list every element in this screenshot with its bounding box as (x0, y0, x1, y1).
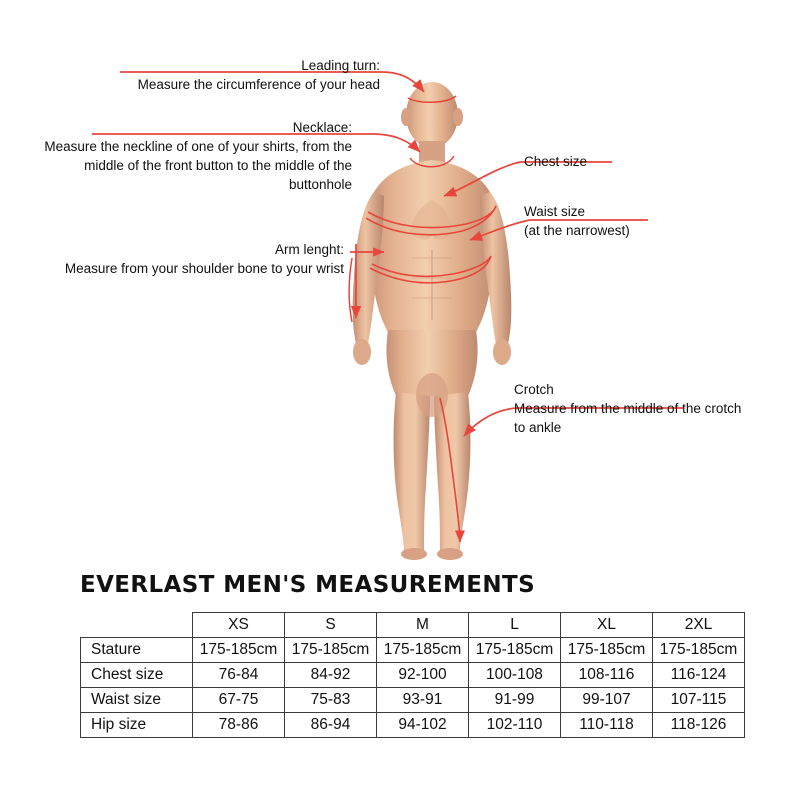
callout-waist-size-desc: (at the narrowest) (524, 223, 630, 239)
cell-waist-l: 91-99 (469, 688, 561, 713)
callout-crotch-title: Crotch (514, 382, 554, 397)
callout-leading-turn (60, 56, 380, 94)
callout-necklace-desc: Measure the neckline of one of your shirts, from the middle of the front button to the middle of the buttonhole (44, 139, 352, 193)
column-header-xs: XS (193, 613, 285, 638)
callout-leading-turn-desc: Measure the circumference of your head (137, 77, 380, 93)
row-label-stature: Stature (81, 638, 193, 663)
cell-waist-xs: 67-75 (193, 688, 285, 713)
cell-chest-2xl: 116-124 (653, 663, 745, 688)
cell-stature-m: 175-185cm (377, 638, 469, 663)
cell-chest-l: 100-108 (469, 663, 561, 688)
page-title: EVERLAST MEN'S MEASUREMENTS (80, 572, 536, 598)
cell-hip-xs: 78-86 (193, 713, 285, 738)
size-chart-table (80, 612, 745, 738)
table-row (81, 663, 745, 688)
cell-waist-s: 75-83 (285, 688, 377, 713)
callout-arm-length (60, 240, 344, 278)
callout-crotch (514, 380, 744, 437)
column-header-xl: XL (561, 613, 653, 638)
callout-waist-size-title: Waist size (524, 204, 586, 219)
cell-waist-m: 93-91 (377, 688, 469, 713)
callout-necklace-title: Necklace: (292, 120, 352, 135)
cell-hip-m: 94-102 (377, 713, 469, 738)
table-row (81, 713, 745, 738)
callout-chest-size-title: Chest size (524, 154, 588, 169)
table-row (81, 638, 745, 663)
callout-arm-length-title: Arm lenght: (274, 242, 344, 257)
row-label-hip-size: Hip size (81, 713, 193, 738)
callout-arm-length-desc: Measure from your shoulder bone to your wrist (64, 261, 344, 277)
cell-hip-xl: 110-118 (561, 713, 653, 738)
cell-hip-l: 102-110 (469, 713, 561, 738)
cell-hip-2xl: 118-126 (653, 713, 745, 738)
callout-leading-turn-title: Leading turn: (301, 58, 380, 73)
cell-stature-s: 175-185cm (285, 638, 377, 663)
table-corner-cell (81, 613, 193, 638)
callout-waist-size (524, 202, 724, 240)
cell-chest-m: 92-100 (377, 663, 469, 688)
mannequin-figure (353, 82, 512, 560)
column-header-2xl: 2XL (653, 613, 745, 638)
table-row (81, 688, 745, 713)
callout-crotch-desc: Measure from the middle of the crotch to ankle (514, 401, 742, 436)
column-header-l: L (469, 613, 561, 638)
cell-waist-xl: 99-107 (561, 688, 653, 713)
cell-hip-s: 86-94 (285, 713, 377, 738)
row-label-chest-size: Chest size (81, 663, 193, 688)
column-header-m: M (377, 613, 469, 638)
column-header-s: S (285, 613, 377, 638)
cell-waist-2xl: 107-115 (653, 688, 745, 713)
cell-chest-s: 84-92 (285, 663, 377, 688)
cell-stature-xs: 175-185cm (193, 638, 285, 663)
cell-stature-2xl: 175-185cm (653, 638, 745, 663)
cell-stature-xl: 175-185cm (561, 638, 653, 663)
cell-stature-l: 175-185cm (469, 638, 561, 663)
callout-chest-size (524, 152, 724, 171)
row-label-waist-size: Waist size (81, 688, 193, 713)
cell-chest-xs: 76-84 (193, 663, 285, 688)
callout-necklace (30, 118, 352, 195)
cell-chest-xl: 108-116 (561, 663, 653, 688)
table-header-row (81, 613, 745, 638)
size-chart-block (0, 572, 800, 738)
